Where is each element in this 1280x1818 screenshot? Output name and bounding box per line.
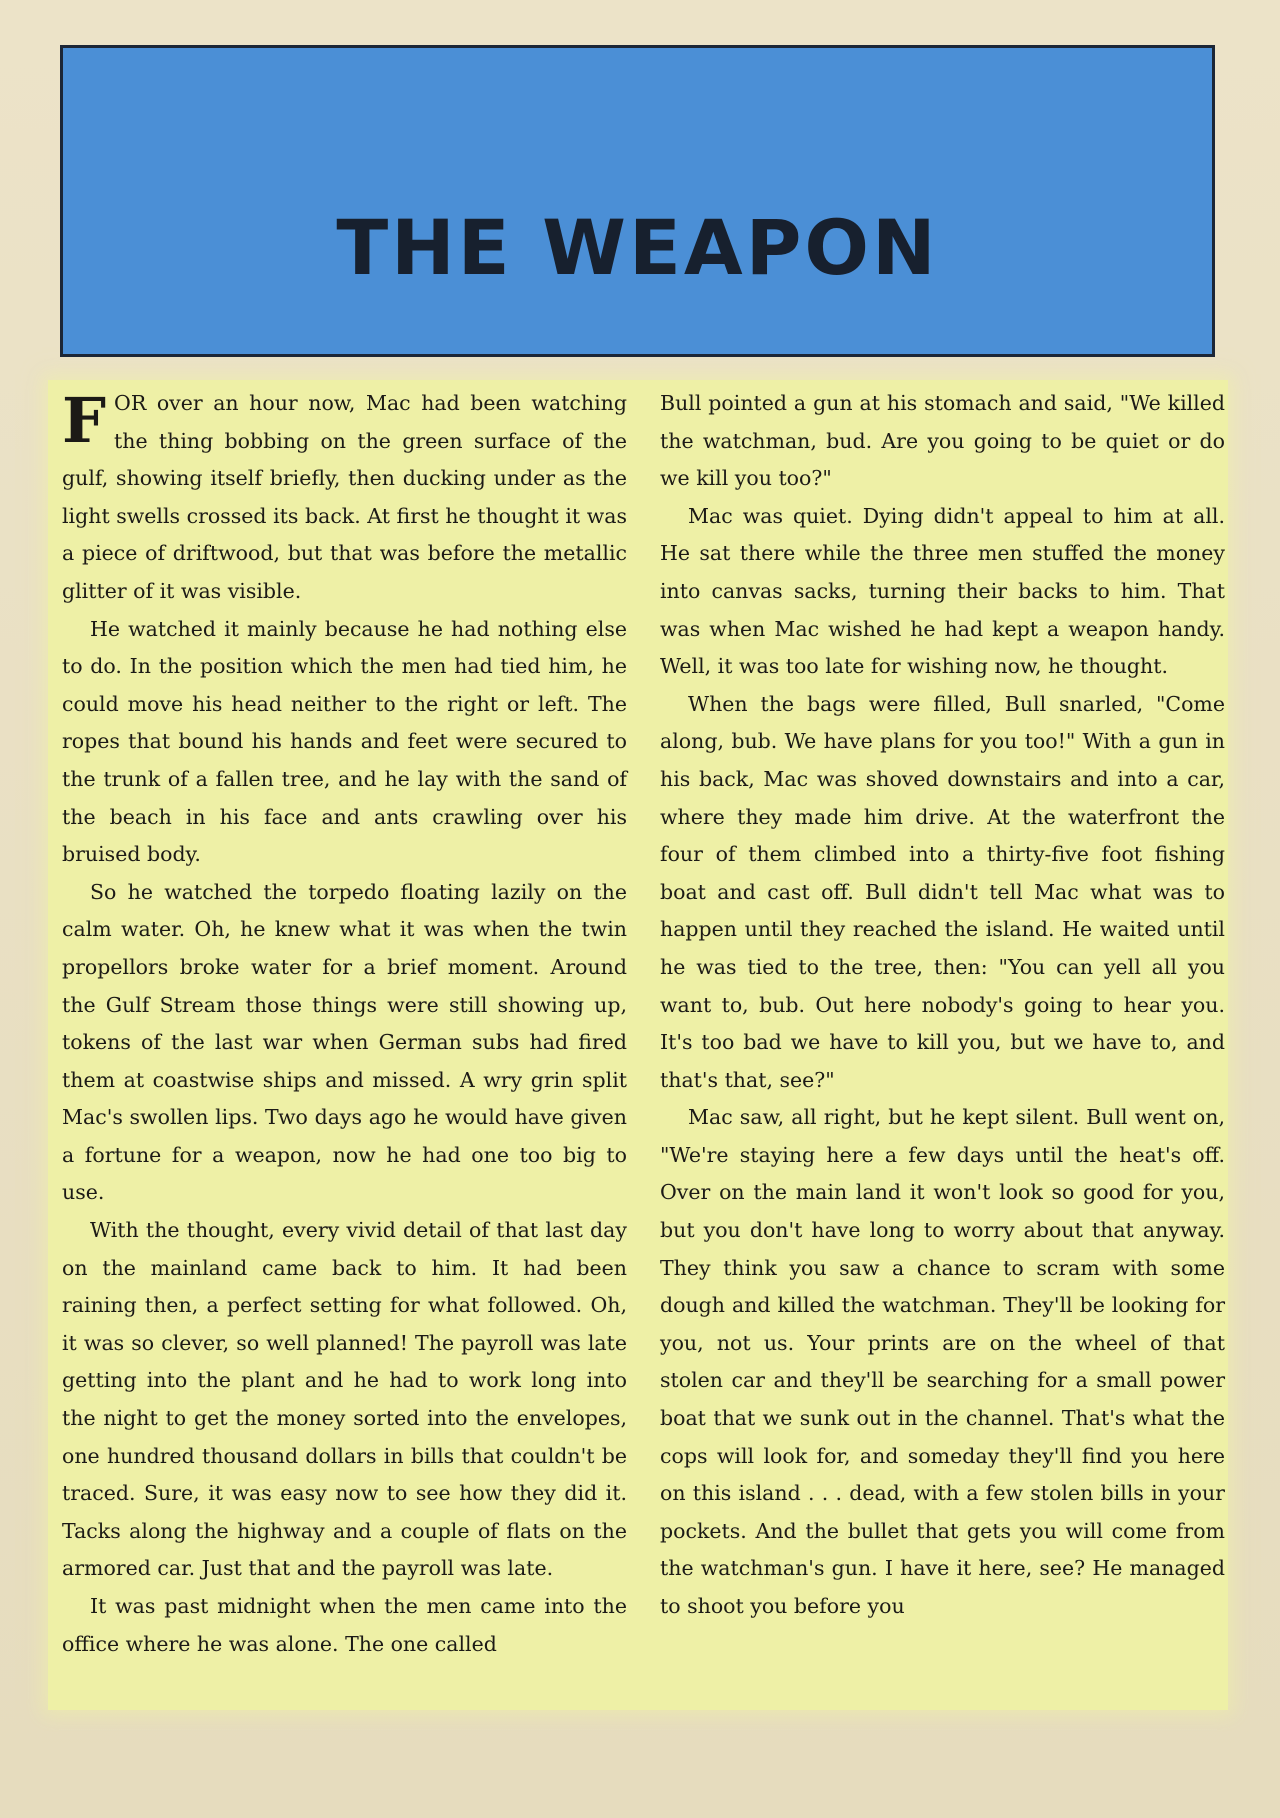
paragraph: Bull pointed a gun at his stomach and said, "We killed the watchman, bud. Are you going to be quiet or do we kill you too?" — [660, 391, 1225, 491]
paragraph: It was past midnight when the men came into the office where he was alone. The one called — [62, 1594, 627, 1656]
paragraph: Mac was quiet. Dying didn't appeal to him at all. He sat there while the three men stuffed the money into canvas sacks, turning their backs to him. That was when Mac wished he had kept a weapon handy. Well, it was too late for wishing now, he thought. — [660, 503, 1225, 679]
right-text-column — [660, 385, 1225, 1626]
paragraph: With the thought, every vivid detail of that last day on the mainland came back to him. It had been raining then, a perfect setting for what followed. Oh, it was so clever, so well planned! The payroll was late getting into the plant and he had to work long into the night to get the money sorted into the envelopes, one hundred thousand dollars in bills that couldn't be traced. Sure, it was easy now to see how they did it. Tacks along the highway and a couple of flats on the armored car. Just that and the payroll was late. — [62, 1218, 627, 1581]
paragraph: So he watched the torpedo floating lazily on the calm water. Oh, he knew what it was when the twin propellors broke water for a brief moment. Around the Gulf Stream those things were still showing up, tokens of the last war when German subs had fired them at coastwise ships and missed. A wry grin split Mac's swollen lips. Two days ago he would have given a fortune for a weapon, now he had one too big to use. — [62, 879, 627, 1205]
story-title: THE WEAPON — [336, 203, 939, 292]
title-banner — [60, 45, 1215, 357]
paragraph: He watched it mainly because he had nothing else to do. In the position which the men had tied him, he could move his head neither to the right or left. The ropes that bound his hands and feet were secured to the trunk of a fallen tree, and he lay with the sand of the beach in his face and ants crawling over his bruised body. — [62, 616, 627, 867]
paragraph: Mac saw, all right, but he kept silent. Bull went on, "We're staying here a few days until the heat's off. Over on the main land it won't look so good for you, but you don't have long to worry about that anyway. They think you saw a chance to scram with some dough and killed the watchman. They'll be looking for you, not us. Your prints are on the wheel of that stolen car and they'll be searching for a small power boat that we sunk out in the channel. That's what the cops will look for, and someday they'll find you here on this island . . . dead, with a few stolen bills in your pockets. And the bullet that gets you will come from the watchman's gun. I have it here, see? He managed to shoot you before you — [660, 1105, 1225, 1618]
paragraph: When the bags were filled, Bull snarled, "Come along, bub. We have plans for you too!" With a gun in his back, Mac was shoved downstairs and into a car, where they made him drive. At the waterfront the four of them climbed into a thirty-five foot fishing boat and cast off. Bull didn't tell Mac what was to happen until they reached the island. He waited until he was tied to the tree, then: "You can yell all you want to, bub. Out here nobody's going to hear you. It's too bad we have to kill you, but we have to, and that's that, see?" — [660, 691, 1225, 1092]
left-text-column — [62, 385, 627, 1663]
paragraph — [62, 385, 627, 611]
paragraph-text: OR over an hour now, Mac had been watching the thing bobbing on the green surface of the gulf, showing itself briefly, then ducking under as the light swells crossed its back. At first he thought it was a piece of driftwood, but that was before the metallic glitter of it was visible. — [62, 391, 627, 603]
drop-cap: F — [62, 384, 107, 457]
